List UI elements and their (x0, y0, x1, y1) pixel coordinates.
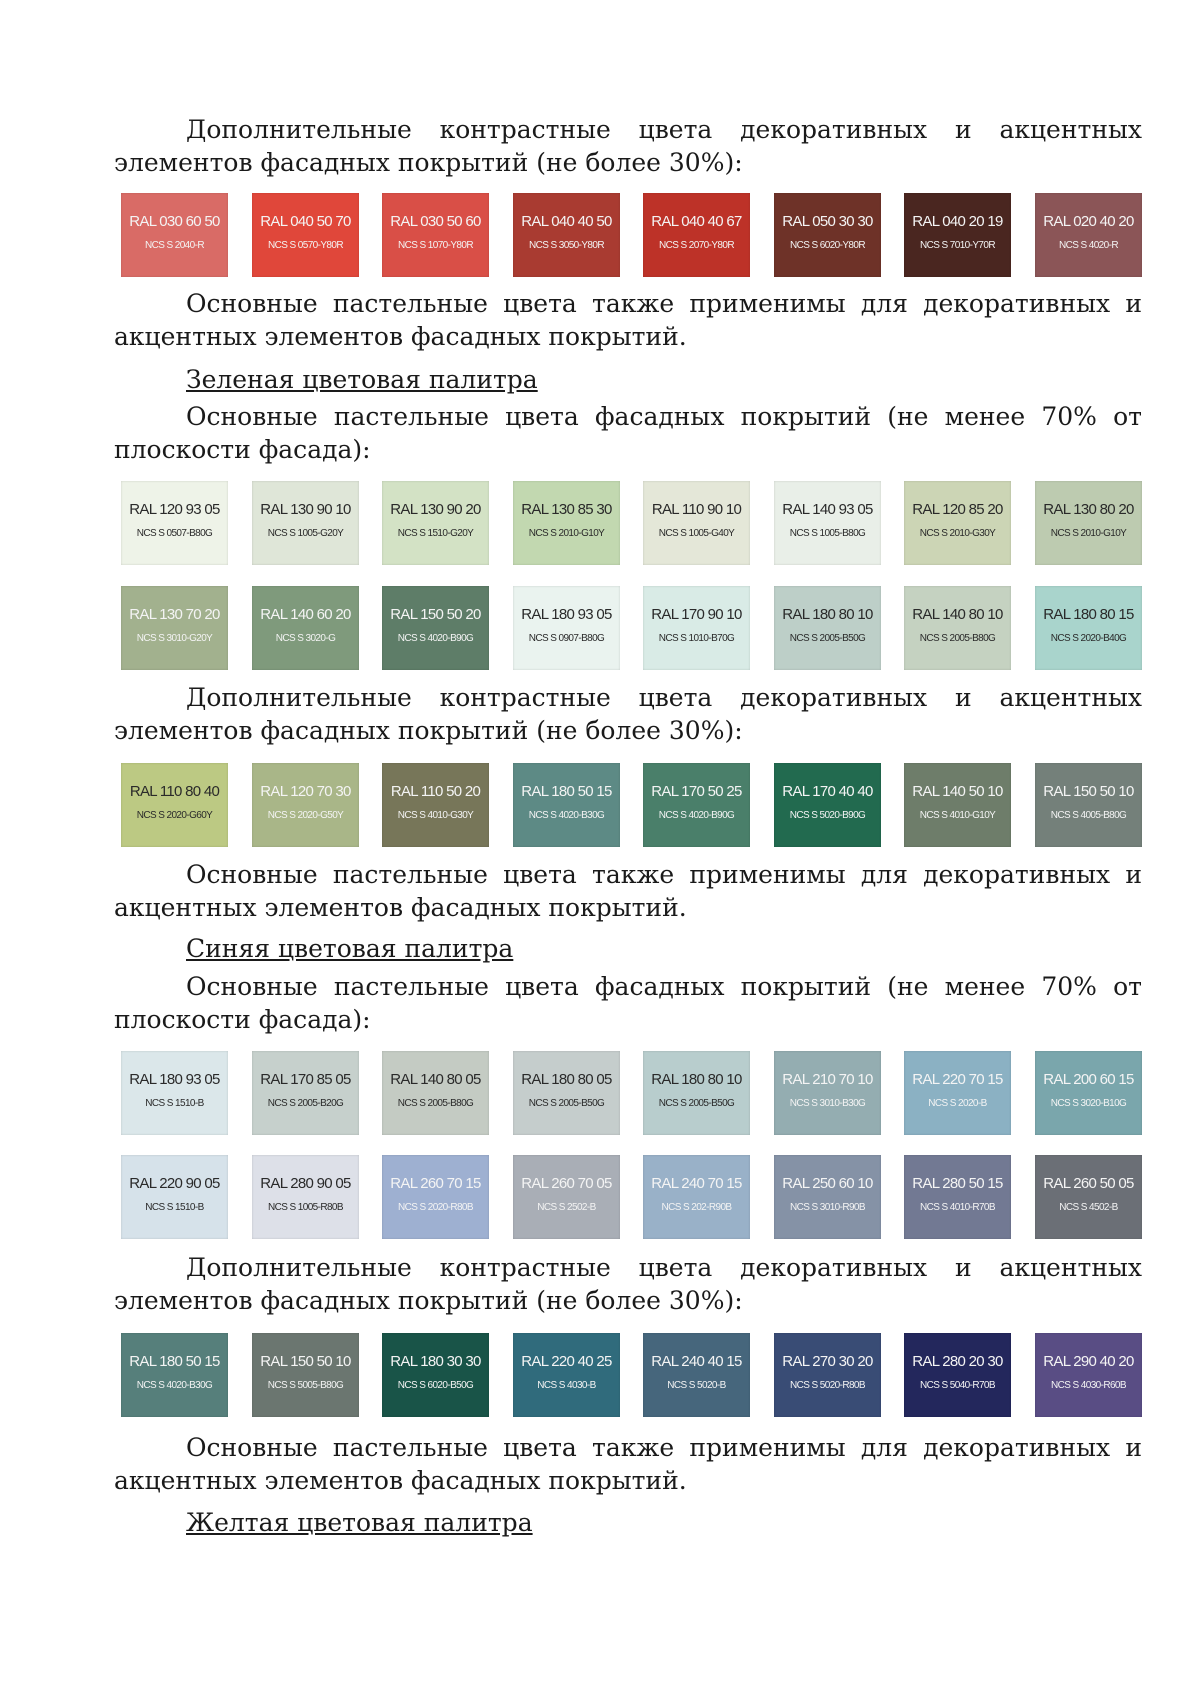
ral-code: RAL 280 20 30 (912, 1353, 1003, 1370)
ral-code: RAL 260 50 05 (1043, 1175, 1134, 1192)
color-swatch (513, 481, 620, 565)
color-swatch (643, 586, 750, 670)
ncs-code: NCS S 2020-G60Y (136, 810, 213, 821)
ncs-code: NCS S 2010-G10Y (1050, 528, 1127, 539)
ral-code: RAL 050 30 30 (782, 213, 873, 230)
ral-code: RAL 290 40 20 (1043, 1353, 1134, 1370)
color-swatch (121, 481, 228, 565)
ral-code: RAL 120 85 20 (912, 501, 1003, 518)
color-swatch (382, 1051, 489, 1135)
color-swatch (904, 1333, 1011, 1417)
ral-code: RAL 120 70 30 (260, 783, 351, 800)
ral-code: RAL 030 50 60 (390, 213, 481, 230)
color-swatch (252, 1051, 359, 1135)
ncs-code: NCS S 4502-B (1059, 1202, 1118, 1213)
swatch-row (121, 1155, 1141, 1239)
color-swatch (774, 193, 881, 277)
accent-colors-paragraph-red (114, 113, 1142, 179)
ral-code: RAL 170 90 10 (651, 606, 742, 623)
ncs-code: NCS S 5020-B (667, 1380, 726, 1391)
ncs-code: NCS S 4005-B80G (1050, 810, 1127, 821)
pastel-also-paragraph-green (114, 858, 1142, 924)
color-swatch (513, 1051, 620, 1135)
color-swatch (252, 763, 359, 847)
color-swatch (252, 1155, 359, 1239)
ral-code: RAL 020 40 20 (1043, 213, 1134, 230)
color-swatch (121, 1051, 228, 1135)
ncs-code: NCS S 1510-G20Y (397, 528, 474, 539)
ral-code: RAL 260 70 15 (390, 1175, 481, 1192)
ral-code: RAL 170 85 05 (260, 1071, 351, 1088)
color-swatch (382, 1155, 489, 1239)
ncs-code: NCS S 0507-B80G (136, 528, 213, 539)
swatch-row (121, 586, 1141, 670)
ncs-code: NCS S 3020-G (275, 633, 336, 644)
ral-code: RAL 140 50 10 (912, 783, 1003, 800)
green-palette-heading (114, 363, 1142, 396)
color-swatch (513, 763, 620, 847)
color-swatch (904, 1155, 1011, 1239)
ral-code: RAL 150 50 20 (390, 606, 481, 623)
ncs-code: NCS S 3010-R90B (790, 1202, 865, 1213)
ral-code: RAL 180 80 05 (521, 1071, 612, 1088)
ral-code: RAL 270 30 20 (782, 1353, 873, 1370)
ral-code: RAL 170 50 25 (651, 783, 742, 800)
color-swatch (1035, 193, 1142, 277)
ncs-code: NCS S 2502-B (537, 1202, 596, 1213)
swatch-row (121, 763, 1141, 847)
base-colors-paragraph-blue (114, 970, 1142, 1036)
swatch-row (121, 193, 1141, 277)
ncs-code: NCS S 1005-R80B (268, 1202, 343, 1213)
ncs-code: NCS S 3020-B10G (1050, 1098, 1127, 1109)
ral-code: RAL 170 40 40 (782, 783, 873, 800)
ral-code: RAL 040 40 50 (521, 213, 612, 230)
color-swatch (513, 586, 620, 670)
color-swatch (1035, 1155, 1142, 1239)
ncs-code: NCS S 4020-B30G (528, 810, 605, 821)
ncs-code: NCS S 2005-B80G (919, 633, 996, 644)
ral-code: RAL 180 50 15 (521, 783, 612, 800)
ral-code: RAL 280 50 15 (912, 1175, 1003, 1192)
ral-code: RAL 180 80 10 (782, 606, 873, 623)
color-swatch (774, 586, 881, 670)
color-swatch (1035, 1051, 1142, 1135)
color-swatch (1035, 1333, 1142, 1417)
ral-code: RAL 150 50 10 (1043, 783, 1134, 800)
ncs-code: NCS S 3050-Y80R (529, 240, 604, 251)
ral-code: RAL 240 70 15 (651, 1175, 742, 1192)
color-swatch (1035, 586, 1142, 670)
ncs-code: NCS S 4030-B (537, 1380, 596, 1391)
ncs-code: NCS S 2005-B50G (789, 633, 866, 644)
ncs-code: NCS S 4010-R70B (920, 1202, 995, 1213)
ral-code: RAL 130 70 20 (129, 606, 220, 623)
color-swatch (252, 1333, 359, 1417)
ncs-code: NCS S 4030-R60B (1051, 1380, 1126, 1391)
ncs-code: NCS S 6020-B50G (397, 1380, 474, 1391)
ncs-code: NCS S 4020-B90G (658, 810, 735, 821)
ral-code: RAL 120 93 05 (129, 501, 220, 518)
ral-code: RAL 040 20 19 (912, 213, 1003, 230)
ncs-code: NCS S 2010-G10Y (528, 528, 605, 539)
pastel-also-paragraph-red (114, 287, 1142, 353)
section-heading: Желтая цветовая палитра (186, 1508, 533, 1537)
color-swatch (382, 1333, 489, 1417)
color-swatch (513, 193, 620, 277)
section-heading: Зеленая цветовая палитра (186, 365, 538, 394)
ncs-code: NCS S 2020-B40G (1050, 633, 1127, 644)
ral-code: RAL 180 50 15 (129, 1353, 220, 1370)
ral-code: RAL 110 80 40 (129, 783, 220, 800)
ncs-code: NCS S 3010-G20Y (136, 633, 213, 644)
ral-code: RAL 110 90 10 (651, 501, 742, 518)
ncs-code: NCS S 1005-B80G (789, 528, 866, 539)
ncs-code: NCS S 1010-B70G (658, 633, 735, 644)
ncs-code: NCS S 1005-G40Y (658, 528, 735, 539)
ral-code: RAL 240 40 15 (651, 1353, 742, 1370)
section-heading: Синяя цветовая палитра (186, 934, 514, 963)
ncs-code: NCS S 2020-G50Y (267, 810, 344, 821)
ncs-code: NCS S 2020-B (928, 1098, 987, 1109)
color-swatch (774, 763, 881, 847)
ncs-code: NCS S 4020-B90G (397, 633, 474, 644)
paragraph-text: Дополнительные контрастные цвета декоративных и акцентных элементов фасадных покрытий (не более 30%): (114, 1253, 1142, 1315)
yellow-palette-heading (114, 1506, 1142, 1539)
ral-code: RAL 200 60 15 (1043, 1071, 1134, 1088)
paragraph-text: Основные пастельные цвета также применимы для декоративных и акцентных элементов фасадных покрытий. (114, 1433, 1142, 1495)
color-swatch (513, 1333, 620, 1417)
ral-code: RAL 180 80 10 (651, 1071, 742, 1088)
color-swatch (774, 1155, 881, 1239)
paragraph-text: Основные пастельные цвета также применимы для декоративных и акцентных элементов фасадных покрытий. (114, 860, 1142, 922)
ral-code: RAL 180 80 15 (1043, 606, 1134, 623)
ncs-code: NCS S 2005-B50G (658, 1098, 735, 1109)
ral-code: RAL 180 30 30 (390, 1353, 481, 1370)
ncs-code: NCS S 4010-G10Y (919, 810, 996, 821)
ncs-code: NCS S 5020-R80B (790, 1380, 865, 1391)
ral-code: RAL 210 70 10 (782, 1071, 873, 1088)
color-swatch (382, 481, 489, 565)
ncs-code: NCS S 5020-B90G (789, 810, 866, 821)
color-swatch (904, 481, 1011, 565)
color-swatch (1035, 481, 1142, 565)
color-swatch (643, 1155, 750, 1239)
ncs-code: NCS S 2005-B50G (528, 1098, 605, 1109)
color-swatch (643, 1051, 750, 1135)
paragraph-text: Дополнительные контрастные цвета декоративных и акцентных элементов фасадных покрытий (не более 30%): (114, 115, 1142, 177)
color-swatch (252, 481, 359, 565)
color-swatch (121, 1155, 228, 1239)
ral-code: RAL 220 70 15 (912, 1071, 1003, 1088)
ral-code: RAL 140 93 05 (782, 501, 873, 518)
ncs-code: NCS S 5040-R70B (920, 1380, 995, 1391)
ncs-code: NCS S 202-R90B (661, 1202, 732, 1213)
ral-code: RAL 130 80 20 (1043, 501, 1134, 518)
color-swatch (904, 763, 1011, 847)
ral-code: RAL 140 80 10 (912, 606, 1003, 623)
ral-code: RAL 280 90 05 (260, 1175, 351, 1192)
swatch-row (121, 481, 1141, 565)
ral-code: RAL 030 60 50 (129, 213, 220, 230)
color-swatch (1035, 763, 1142, 847)
paragraph-text: Основные пастельные цвета фасадных покрытий (не менее 70% от плоскости фасада): (114, 972, 1142, 1034)
ncs-code: NCS S 1510-B (145, 1202, 204, 1213)
base-colors-paragraph-green (114, 400, 1142, 466)
ncs-code: NCS S 2010-G30Y (919, 528, 996, 539)
swatch-row (121, 1333, 1141, 1417)
color-swatch (774, 1333, 881, 1417)
color-swatch (904, 1051, 1011, 1135)
ncs-code: NCS S 0570-Y80R (268, 240, 343, 251)
color-swatch (121, 586, 228, 670)
ncs-code: NCS S 1070-Y80R (398, 240, 473, 251)
accent-colors-paragraph-green (114, 681, 1142, 747)
ncs-code: NCS S 2070-Y80R (659, 240, 734, 251)
pastel-also-paragraph-blue (114, 1431, 1142, 1497)
ral-code: RAL 180 93 05 (129, 1071, 220, 1088)
color-swatch (382, 763, 489, 847)
paragraph-text: Дополнительные контрастные цвета декоративных и акцентных элементов фасадных покрытий (не более 30%): (114, 683, 1142, 745)
ral-code: RAL 260 70 05 (521, 1175, 612, 1192)
ncs-code: NCS S 4020-R (1059, 240, 1118, 251)
swatch-row (121, 1051, 1141, 1135)
ral-code: RAL 130 90 20 (390, 501, 481, 518)
ral-code: RAL 130 85 30 (521, 501, 612, 518)
ncs-code: NCS S 2005-B20G (267, 1098, 344, 1109)
ncs-code: NCS S 5005-B80G (267, 1380, 344, 1391)
paragraph-text: Основные пастельные цвета также применимы для декоративных и акцентных элементов фасадных покрытий. (114, 289, 1142, 351)
ncs-code: NCS S 4010-G30Y (397, 810, 474, 821)
ral-code: RAL 250 60 10 (782, 1175, 873, 1192)
color-swatch (121, 1333, 228, 1417)
ral-code: RAL 110 50 20 (390, 783, 481, 800)
color-swatch (513, 1155, 620, 1239)
accent-colors-paragraph-blue (114, 1251, 1142, 1317)
ral-code: RAL 040 40 67 (651, 213, 742, 230)
ral-code: RAL 130 90 10 (260, 501, 351, 518)
ncs-code: NCS S 1510-B (145, 1098, 204, 1109)
ncs-code: NCS S 3010-B30G (789, 1098, 866, 1109)
ncs-code: NCS S 4020-B30G (136, 1380, 213, 1391)
ral-code: RAL 140 80 05 (390, 1071, 481, 1088)
ral-code: RAL 220 90 05 (129, 1175, 220, 1192)
color-swatch (121, 763, 228, 847)
blue-palette-heading (114, 932, 1142, 965)
ral-code: RAL 140 60 20 (260, 606, 351, 623)
ncs-code: NCS S 2005-B80G (397, 1098, 474, 1109)
paragraph-text: Основные пастельные цвета фасадных покрытий (не менее 70% от плоскости фасада): (114, 402, 1142, 464)
ncs-code: NCS S 6020-Y80R (790, 240, 865, 251)
color-swatch (774, 481, 881, 565)
color-swatch (643, 193, 750, 277)
color-swatch (382, 586, 489, 670)
ral-code: RAL 150 50 10 (260, 1353, 351, 1370)
color-swatch (904, 193, 1011, 277)
ral-code: RAL 220 40 25 (521, 1353, 612, 1370)
color-swatch (252, 193, 359, 277)
color-swatch (643, 481, 750, 565)
ncs-code: NCS S 7010-Y70R (920, 240, 995, 251)
color-swatch (382, 193, 489, 277)
ncs-code: NCS S 2040-R (145, 240, 204, 251)
color-swatch (643, 763, 750, 847)
color-swatch (252, 586, 359, 670)
ncs-code: NCS S 0907-B80G (528, 633, 605, 644)
ral-code: RAL 040 50 70 (260, 213, 351, 230)
color-swatch (904, 586, 1011, 670)
ncs-code: NCS S 2020-R80B (398, 1202, 473, 1213)
color-swatch (774, 1051, 881, 1135)
ral-code: RAL 180 93 05 (521, 606, 612, 623)
color-swatch (121, 193, 228, 277)
color-swatch (643, 1333, 750, 1417)
ncs-code: NCS S 1005-G20Y (267, 528, 344, 539)
